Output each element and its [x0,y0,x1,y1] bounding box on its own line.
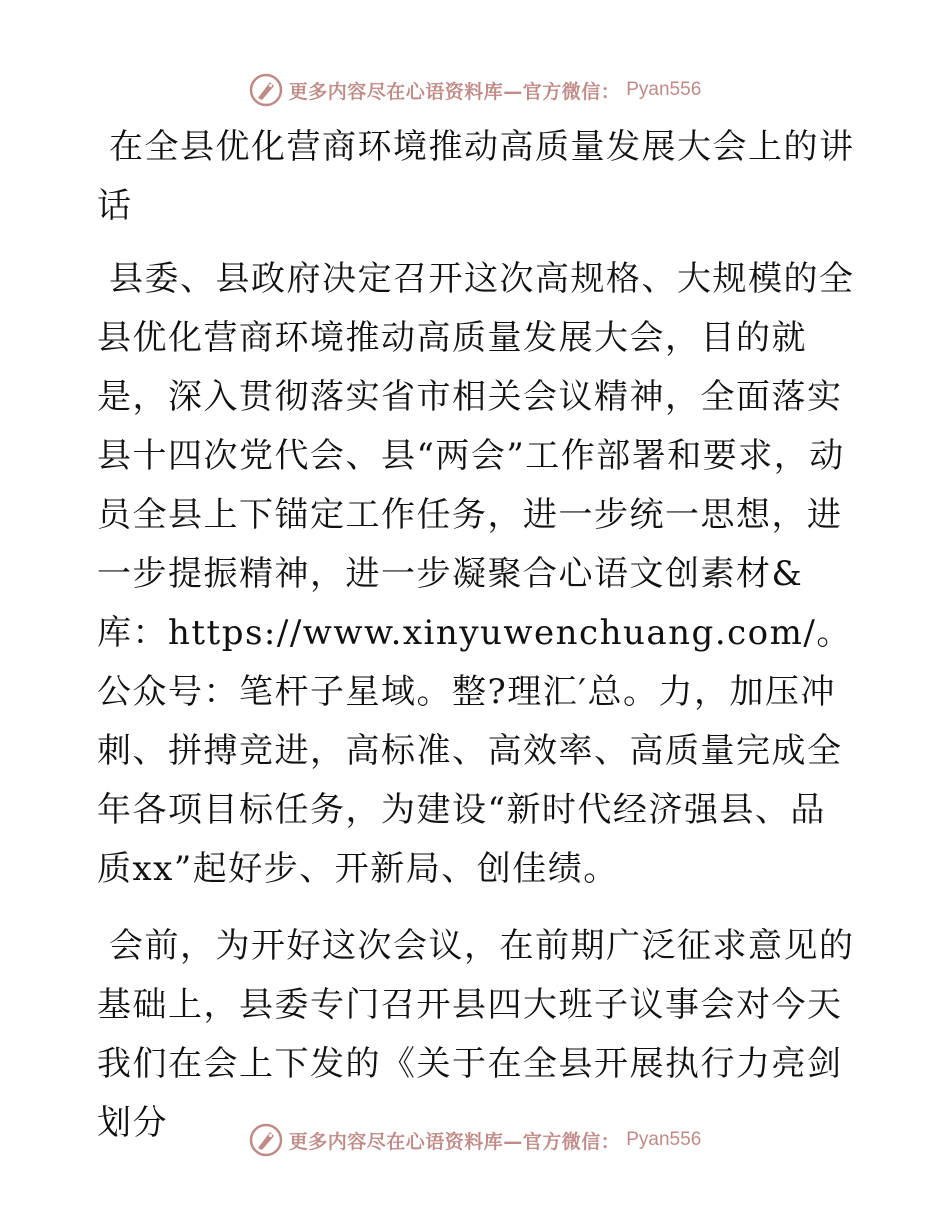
watermark-id: Pyan556 [626,79,702,100]
footer-watermark [0,1120,950,1160]
header-watermark [0,70,950,110]
pen-nib-logo-icon [249,73,283,107]
watermark-text: 更多内容尽在心语资料库—官方微信： [288,80,621,103]
watermark-id: Pyan556 [626,1129,702,1150]
paragraph-1: 县委、县政府决定召开这次高规格、大规模的全县优化营商环境推动高质量发展大会，目的就是，深入贯彻落实省市相关会议精神，全面落实县十四次党代会、县“两会”工作部署和要求，动员全县上下锚定工作任务，进一步统一思想，进一步提振精神，进一步凝聚合心语文创素材&库：https://www.xinyuwenchuang.com/。公众号：笔杆子星域。整?理汇′总。力，加压冲刺、拼搏竞进，高标准、高效率、高质量完成全年各项目标任务，为建设“新时代经济强县、品质xx”起好步、开新局、创佳绩。 [97,259,855,889]
paragraph-2: 会前，为开好这次会议，在前期广泛征求意见的基础上，县委专门召开县四大班子议事会对今天我们在会上下发的《关于在全县开展执行力亮剑划分 [97,926,855,1143]
document-title: 在全县优化营商环境推动高质量发展大会上的讲话 [97,127,855,226]
watermark-text: 更多内容尽在心语资料库—官方微信： [288,1130,621,1153]
document-body [97,118,857,1153]
pen-nib-logo-icon [249,1123,283,1157]
